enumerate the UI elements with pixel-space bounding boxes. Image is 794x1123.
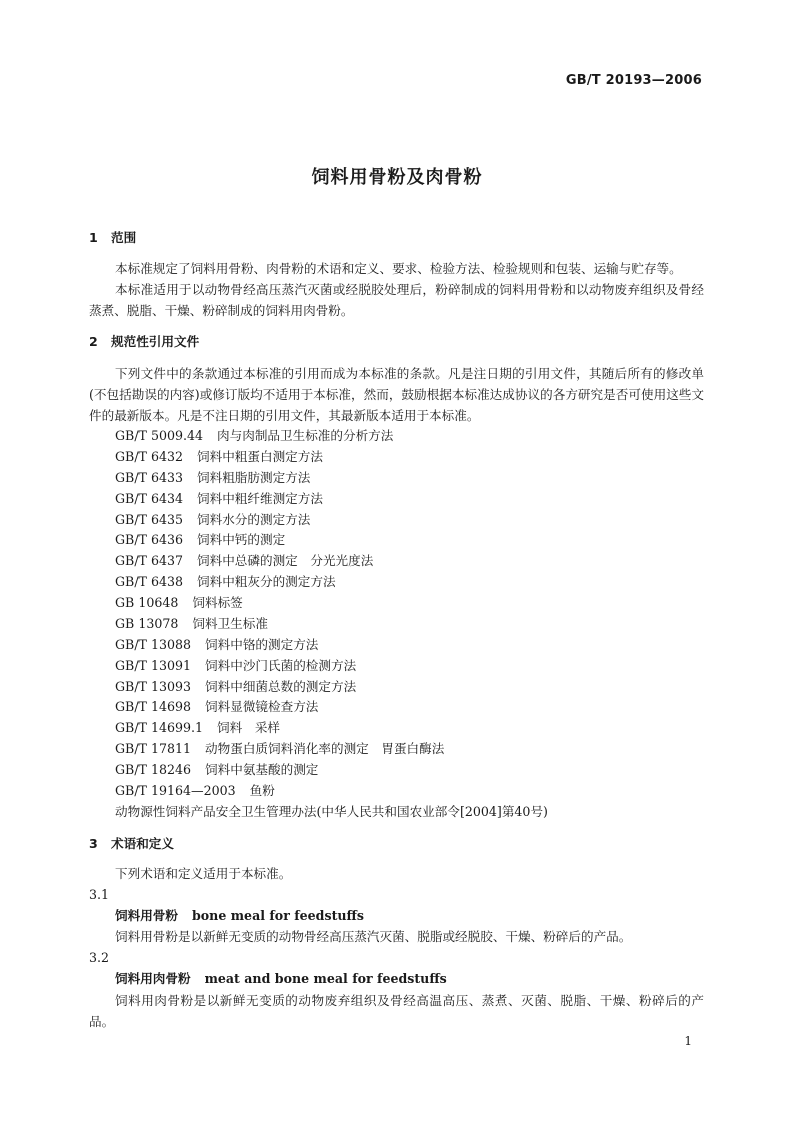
reference-title: 饲料中粗灰分的测定方法 — [197, 574, 336, 589]
term-heading — [115, 907, 364, 925]
reference-title: 饲料粗脂肪测定方法 — [197, 470, 311, 485]
reference-item — [115, 573, 336, 591]
term-chinese: 饲料用骨粉 — [115, 908, 178, 923]
reference-code: GB/T 13088 — [115, 637, 192, 652]
section-1-paragraph-2: 本标准适用于以动物骨经高压蒸汽灭菌或经脱胶处理后，粉碎制成的饲料用骨粉和以动物废弃组织及骨经蒸煮、脱脂、干燥、粉碎制成的饲料用肉骨粉。 — [89, 282, 704, 318]
reference-title: 饲料中粗蛋白测定方法 — [197, 449, 323, 464]
term-definition: 饲料用骨粉是以新鲜无变质的动物骨经高压蒸汽灭菌、脱脂或经脱胶、干燥、粉碎后的产品。 — [115, 929, 632, 944]
section-number: 3 — [89, 836, 98, 851]
section-3-heading — [89, 835, 174, 853]
reference-title: 饲料中钙的测定 — [197, 532, 286, 547]
reference-item — [115, 469, 310, 487]
reference-item — [115, 782, 275, 800]
reference-item — [115, 594, 243, 612]
section-1-paragraph-1: 本标准规定了饲料用骨粉、肉骨粉的术语和定义、要求、检验方法、检验规则和包装、运输与贮存等。 — [115, 261, 682, 276]
page-number: 1 — [684, 1034, 692, 1048]
term-english: bone meal for feedstuffs — [191, 908, 364, 923]
reference-title: 鱼粉 — [249, 783, 275, 798]
reference-code: GB/T 6435 — [115, 512, 184, 527]
term-heading — [115, 970, 447, 988]
section-1-heading — [89, 229, 136, 247]
reference-item — [115, 657, 356, 675]
reference-code: GB/T 13093 — [115, 679, 192, 694]
section-title: 范围 — [111, 230, 137, 245]
reference-item — [115, 531, 285, 549]
reference-title: 饲料中粗纤维测定方法 — [197, 491, 323, 506]
reference-item — [115, 490, 323, 508]
reference-item — [115, 615, 268, 633]
reference-code: GB/T 19164—2003 — [115, 783, 236, 798]
section-2-heading — [89, 333, 199, 351]
term-number: 3.2 — [89, 950, 110, 965]
reference-title: 饲料中沙门氏菌的检测方法 — [205, 658, 357, 673]
term-english: meat and bone meal for feedstuffs — [204, 971, 447, 986]
reference-title: 饲料中铬的测定方法 — [205, 637, 319, 652]
regulation-reference: 动物源性饲料产品安全卫生管理办法(中华人民共和国农业部令[2004]第40号) — [115, 804, 548, 819]
reference-title: 饲料标签 — [192, 595, 243, 610]
reference-code: GB/T 5009.44 — [115, 428, 204, 443]
section-title: 规范性引用文件 — [111, 334, 200, 349]
reference-code: GB/T 6436 — [115, 532, 184, 547]
reference-code: GB/T 6433 — [115, 470, 184, 485]
section-title: 术语和定义 — [111, 836, 174, 851]
reference-title: 肉与肉制品卫生标准的分析方法 — [217, 428, 394, 443]
reference-code: GB/T 14698 — [115, 699, 192, 714]
reference-title: 饲料中细菌总数的测定方法 — [205, 679, 357, 694]
term-number: 3.1 — [89, 887, 110, 902]
reference-code: GB 13078 — [115, 616, 179, 631]
reference-item — [115, 678, 356, 696]
reference-title: 饲料水分的测定方法 — [197, 512, 311, 527]
reference-item — [115, 761, 318, 779]
reference-item — [115, 698, 318, 716]
reference-item — [115, 511, 310, 529]
reference-title: 饲料中总磷的测定 分光光度法 — [197, 553, 374, 568]
term-chinese: 饲料用肉骨粉 — [115, 971, 191, 986]
reference-title: 饲料卫生标准 — [192, 616, 268, 631]
reference-title: 饲料 采样 — [217, 720, 281, 735]
section-number: 2 — [89, 334, 98, 349]
reference-item — [115, 719, 280, 737]
reference-code: GB/T 17811 — [115, 741, 192, 756]
reference-item — [115, 427, 393, 445]
reference-item — [115, 552, 373, 570]
reference-code: GB/T 6437 — [115, 553, 184, 568]
reference-title: 饲料中氨基酸的测定 — [205, 762, 319, 777]
term-definition: 饲料用肉骨粉是以新鲜无变质的动物废弃组织及骨经高温高压、蒸煮、灭菌、脱脂、干燥、粉碎后的产品。 — [89, 993, 704, 1029]
reference-code: GB/T 6434 — [115, 491, 184, 506]
standard-code: GB/T 20193—2006 — [565, 73, 702, 88]
reference-item — [115, 740, 444, 758]
reference-code: GB/T 13091 — [115, 658, 192, 673]
reference-code: GB/T 6438 — [115, 574, 184, 589]
reference-item — [115, 448, 323, 466]
reference-title: 饲料显微镜检查方法 — [205, 699, 319, 714]
reference-code: GB 10648 — [115, 595, 179, 610]
section-number: 1 — [89, 230, 98, 245]
reference-code: GB/T 18246 — [115, 762, 192, 777]
reference-code: GB/T 6432 — [115, 449, 184, 464]
reference-item — [115, 636, 318, 654]
section-3-intro: 下列术语和定义适用于本标准。 — [115, 866, 292, 881]
reference-title: 动物蛋白质饲料消化率的测定 胃蛋白酶法 — [205, 741, 445, 756]
reference-code: GB/T 14699.1 — [115, 720, 204, 735]
section-2-intro: 下列文件中的条款通过本标准的引用而成为本标准的条款。凡是注日期的引用文件，其随后所有的修改单(不包括勘误的内容)或修订版均不适用于本标准，然而，鼓励根据本标准达成协议的各方研究是否可使用这些文件的最新版本。凡是不注日期的引用文件，其最新版本适用于本标准。 — [89, 366, 704, 423]
document-title: 饲料用骨粉及肉骨粉 — [311, 167, 483, 188]
